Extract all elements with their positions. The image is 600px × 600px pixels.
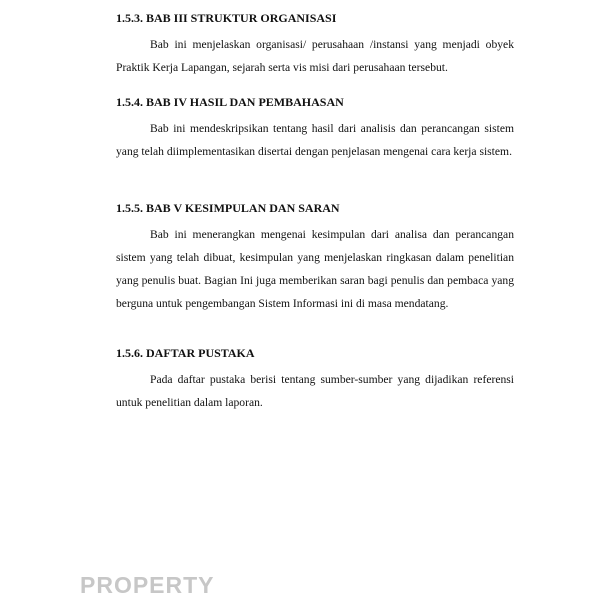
section-bab-iv	[116, 95, 514, 163]
section-heading: 1.5.3. BAB III STRUKTUR ORGANISASI	[116, 11, 337, 25]
section-heading: 1.5.4. BAB IV HASIL DAN PEMBAHASAN	[116, 95, 344, 109]
section-paragraph: Pada daftar pustaka berisi tentang sumber-sumber yang dijadikan referensi untuk penelitian dalam laporan.	[116, 373, 514, 409]
section-daftar-pustaka	[116, 346, 514, 414]
section-heading: 1.5.5. BAB V KESIMPULAN DAN SARAN	[116, 201, 340, 215]
watermark-text: PROPERTY	[80, 572, 215, 598]
section-paragraph: Bab ini menjelaskan organisasi/ perusahaan /instansi yang menjadi obyek Praktik Kerja Lapangan, sejarah serta vis misi dari perusahaan tersebut.	[116, 38, 514, 74]
section-paragraph: Bab ini mendeskripsikan tentang hasil dari analisis dan perancangan sistem yang telah diimplementasikan disertai dengan penjelasan mengenai cara kerja sistem.	[116, 122, 514, 158]
section-bab-v	[116, 201, 514, 315]
section-heading: 1.5.6. DAFTAR PUSTAKA	[116, 346, 255, 360]
section-paragraph: Bab ini menerangkan mengenai kesimpulan dari analisa dan perancangan sistem yang telah dibuat, kesimpulan yang menjelaskan ringkasan dalam penelitian yang penulis buat. Bagian Ini juga memberikan saran bagi penulis dan pembaca yang berguna untuk pengembangan Sistem Informasi ini di masa mendatang.	[116, 228, 514, 310]
section-bab-iii	[116, 11, 514, 79]
